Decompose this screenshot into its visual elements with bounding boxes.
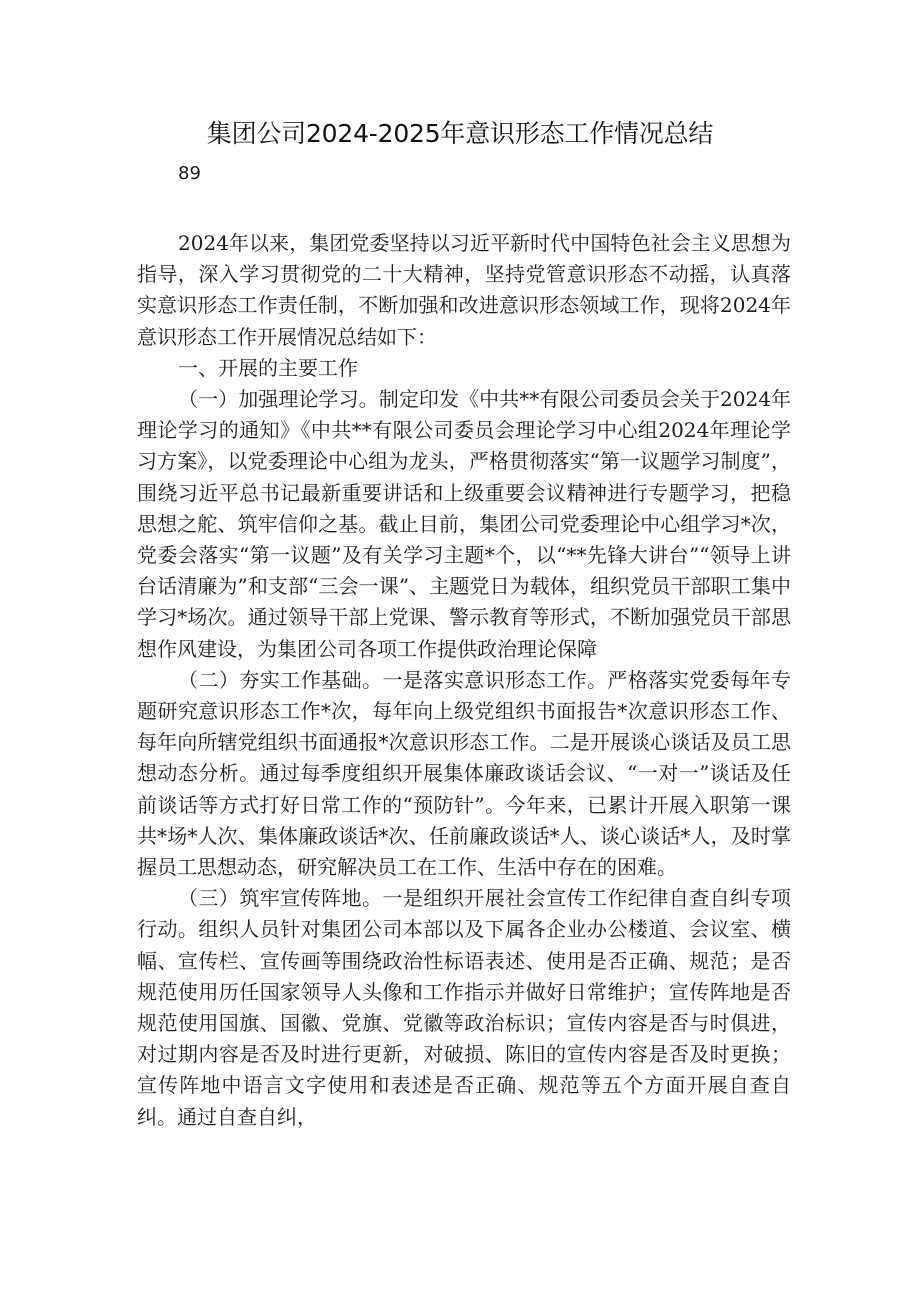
section-heading: 一、开展的主要工作	[178, 355, 358, 380]
paragraph-publicity-front: （三）筑牢宣传阵地。一是组织开展社会宣传工作纪律自查自纠专项行动。组织人员针对集团公司本部以及下属各企业办公楼道、会议室、横幅、宣传栏、宣传画等围绕政治性标语表述、使用是否正确、规范；是否规范使用历任国家领导人头像和工作指示并做好日常维护；宣传阵地是否规范使用国旗、国徽、党旗、党徽等政治标识；宣传内容是否与时俱进，对过期内容是否及时进行更新，对破损、陈旧的宣传内容是否及时更换；宣传阵地中语言文字使用和表述是否正确、规范等五个方面开展自查自纠。通过自查自纠，	[137, 886, 791, 1129]
paragraph-theory-study: （一）加强理论学习。制定印发《中共**有限公司委员会关于2024年理论学习的通知》《中共**有限公司委员会理论学习中心组2024年理论学习方案》，以党委理论中心组为龙头，严格贯彻落实“第一议题学习制度”，围绕习近平总书记最新重要讲话和上级重要会议精神进行专题学习，把稳思想之舵、筑牢信仰之基。截止目前，集团公司党委理论中心组学习*次，党委会落实“第一议题”及有关学习主题*个，以“**先锋大讲台”“领导上讲台话清廉为”和支部“三会一课”、主题党日为载体，组织党员干部职工集中学习*场次。通过领导干部上党课、警示教育等形式，不断加强党员干部思想作风建设，为集团公司各项工作提供政治理论保障	[137, 387, 791, 661]
page-number: 89	[178, 163, 201, 184]
intro-paragraph: 2024年以来，集团党委坚持以习近平新时代中国特色社会主义思想为指导，深入学习贯彻党的二十大精神，坚持党管意识形态不动摇，认真落实意识形态工作责任制，不断加强和改进意识形态领域工作，现将2024年意识形态工作开展情况总结如下：	[137, 231, 791, 349]
paragraph-work-foundation: （二）夯实工作基础。一是落实意识形态工作。严格落实党委每年专题研究意识形态工作*次，每年向上级党组织书面报告*次意识形态工作、每年向所辖党组织书面通报*次意识形态工作。二是开展谈心谈话及员工思想动态分析。通过每季度组织开展集体廉政谈话会议、“一对一”谈话及任前谈话等方式打好日常工作的“预防针”。今年来，已累计开展入职第一课共*场*人次、集体廉政谈话*次、任前廉政谈话*人、谈心谈话*人，及时掌握员工思想动态，研究解决员工在工作、生活中存在的困难。	[137, 667, 791, 880]
document-title: 集团公司2024-2025年意识形态工作情况总结	[206, 119, 714, 148]
document-body	[137, 228, 791, 1133]
